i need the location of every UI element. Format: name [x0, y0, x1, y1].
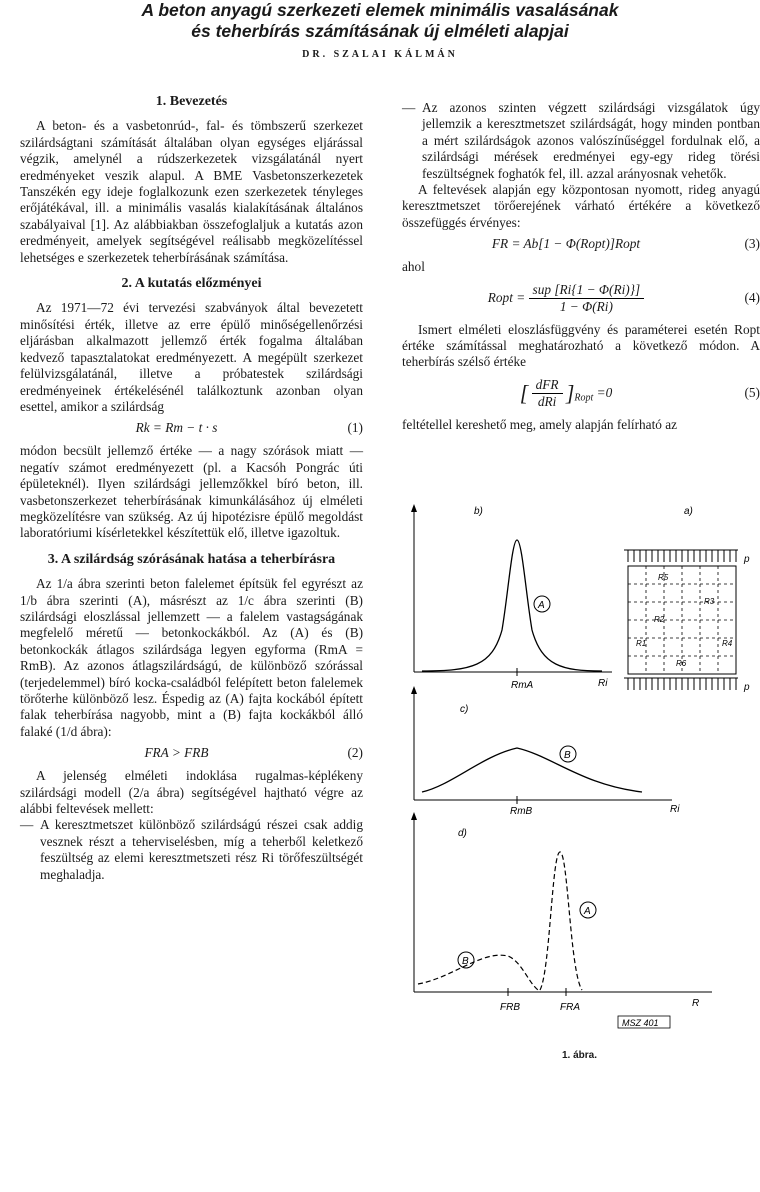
- paragraph: Az 1971—72 évi tervezési szabványok által bevezetett minősítési érték, illetve az erre épülő minőségellenőrzési eljárásban alkalmazott jellemző érték fogalma általában kedvező tapasztalatokat eredményezett. A megépült szerkezet felülvizsgálatánál, illetve a próbatestek szilárdsági eredményeinek értékelésénél találkoztunk azonban olyan esettel, amikor a szilárdság: [20, 300, 363, 414]
- wall-element-diagram: [624, 550, 750, 693]
- svg-text:R2: R2: [654, 615, 665, 624]
- svg-text:R6: R6: [676, 659, 687, 668]
- curve-A-narrow: [422, 540, 602, 671]
- curve-A-load: [540, 852, 582, 990]
- svg-text:A: A: [538, 600, 545, 611]
- panel-label-d: d): [458, 828, 467, 839]
- svg-text:p: p: [744, 682, 750, 693]
- svg-text:A: A: [584, 906, 591, 917]
- author: DR. SZALAI KÁLMÁN: [302, 49, 458, 60]
- figure-caption: 1. ábra.: [562, 1050, 598, 1061]
- left-column: [20, 94, 363, 883]
- equation-2: FRA > FRB (2): [144, 745, 363, 761]
- paragraph: A feltevések alapján egy központosan nyomott, rideg anyagú keresztmetszet törőerejének várható értékére a következő összefüggés érvényes:: [402, 182, 760, 230]
- assumption-item: — Az azonos szinten végzett szilárdsági vizsgálatok úgy jellemzik a keresztmetszet szilárdságát, hogy minden pontban a mért szilárdságok azonos valószínűséggel fordulnak elő, a szilárdsági mérések eredményei egy-egy rideg törési feszültségnek foghatók fel, ill. azzal arányosnak vehetők.: [402, 100, 760, 182]
- section-heading-1: 1. Bevezetés: [155, 94, 228, 109]
- svg-text:B: B: [462, 956, 469, 967]
- svg-text:Ri: Ri: [670, 804, 680, 815]
- panel-label-c: c): [460, 704, 469, 715]
- article-title-line-2: és teherbírás számításának új elméleti alapjai: [191, 21, 569, 41]
- svg-text:R: R: [692, 998, 700, 1009]
- paragraph: A beton- és a vasbetonrúd-, fal- és tömbszerű szerkezet szilárdságtani számítását általában olyan egységes eljárással végzik, amelynél a rúdszerkezetek vizsgálatánál nyert eredményeket veszik alapul. A BME Vasbetonszerkezetek Tanszékén egy ideje foglalkozunk ezen szerkezetek tényleges erőjátékával, ill. a minimális vasalás kialakításának általános szabályaival [1]. Az alábbiakban összefoglaljuk a kutatás azon eredményeit, amelyek segítségével reálisabb megközelítéssel lehetséges e szerkezetek teherbírásának számítása.: [20, 118, 363, 265]
- equation-4: Ropt = $\frac{\text{sup [Ri\{1 − Φ(Ri)\}]}}{1 - \Phi(Ri)}$ (4): [487, 281, 760, 315]
- svg-text:R3: R3: [704, 597, 715, 606]
- curve-B-wide: [422, 748, 642, 792]
- equation-3: FR = Ab[1 − Φ(Ropt)]Ropt (3): [491, 236, 760, 252]
- svg-text:p: p: [744, 554, 750, 565]
- paragraph: módon becsült jellemző értéke — a nagy szórások miatt — negatív számot eredményezett (pl. a Kacsóh Pongrác úti épületeknél). Ilyen szilárdsági jellemzőkkel bíró beton, ill. vasbetonszerkezet teherbírásának kimunkálásához új elméleti megközelítésre van szükség. Az új hipotézisre épülő megoldást laboratóriumi kísérletekkel készítettük elő, illetve igazoltuk.: [20, 443, 363, 541]
- fr-b-label: FRB: [500, 1002, 520, 1013]
- paragraph: Az 1/a ábra szerinti beton falelemet építsük fel egyrészt az 1/b ábra szerinti (A), másrészt az 1/c ábra szerinti (B) szilárdsági eloszlással jellemzett — a falelem vastagságának megfelelő méretű — betonkockákból. Az (A) és (B) betonkockák átlagos szilárdsága legyen egyforma (RmA = RmB). Az azonos átlagszilárdságú, de különböző szórással (terjedelemmel) bíró kocka-családból felépített beton falelemek törőterhe különböző lesz. Éspedig az (A) fajta kockából épített falak teherbírása nagyobb, mint a (B) fajta kockákból álló falaké (1/d ábra):: [20, 576, 363, 739]
- ri-label: Ri: [598, 678, 608, 689]
- panel-label-b: b): [474, 506, 483, 517]
- rm-a-label: RmA: [511, 680, 534, 691]
- section-heading-2: 2. A kutatás előzményei: [121, 276, 262, 292]
- figure-1: [402, 500, 760, 1028]
- svg-text:R4: R4: [722, 639, 733, 648]
- equation-1: Rk = Rm − t · s (1): [135, 420, 363, 436]
- section-heading-3: 3. A szilárdság szórásának hatása a teherbírásra: [47, 551, 336, 567]
- paragraph: A jelenség elméleti indoklása rugalmas-képlékeny szilárdsági modell (2/a ábra) segítségével hajtható végre az alábbi feltevések mellett:: [20, 768, 363, 817]
- panel-label-a: a): [684, 506, 693, 517]
- equation-5: [ $\frac{\text{dFR}}{\text{dRi}}$ ]$_{Ropt} =0$ (5): [519, 376, 760, 410]
- svg-text:MSZ 401: MSZ 401: [622, 1018, 659, 1028]
- curve-B-load: [418, 955, 538, 990]
- rm-b-label: RmB: [510, 806, 533, 817]
- right-column: [402, 100, 760, 433]
- svg-text:R1: R1: [636, 639, 647, 648]
- svg-text:B: B: [564, 750, 571, 761]
- paragraph: feltétellel kereshető meg, amely alapján felírható az: [402, 416, 678, 432]
- paragraph: Ismert elméleti eloszlásfüggvény és paraméterei esetén Ropt értéke számítással meghatározható a következő módon. A teherbírás szélső értéke: [402, 321, 760, 370]
- assumption-item: — A keresztmetszet különböző szilárdságú részei csak addig vesznek részt a teherviselésben, míg a teherből keletkező feszültség az elemi keresztmetszeti rész Ri törőfeszültségét meghaladja.: [20, 817, 363, 883]
- article-title-line-1: A beton anyagú szerkezeti elemek minimális vasalásának: [141, 0, 619, 20]
- svg-text:R5: R5: [658, 573, 669, 582]
- fr-a-label: FRA: [560, 1002, 580, 1013]
- where-label: ahol: [402, 259, 425, 275]
